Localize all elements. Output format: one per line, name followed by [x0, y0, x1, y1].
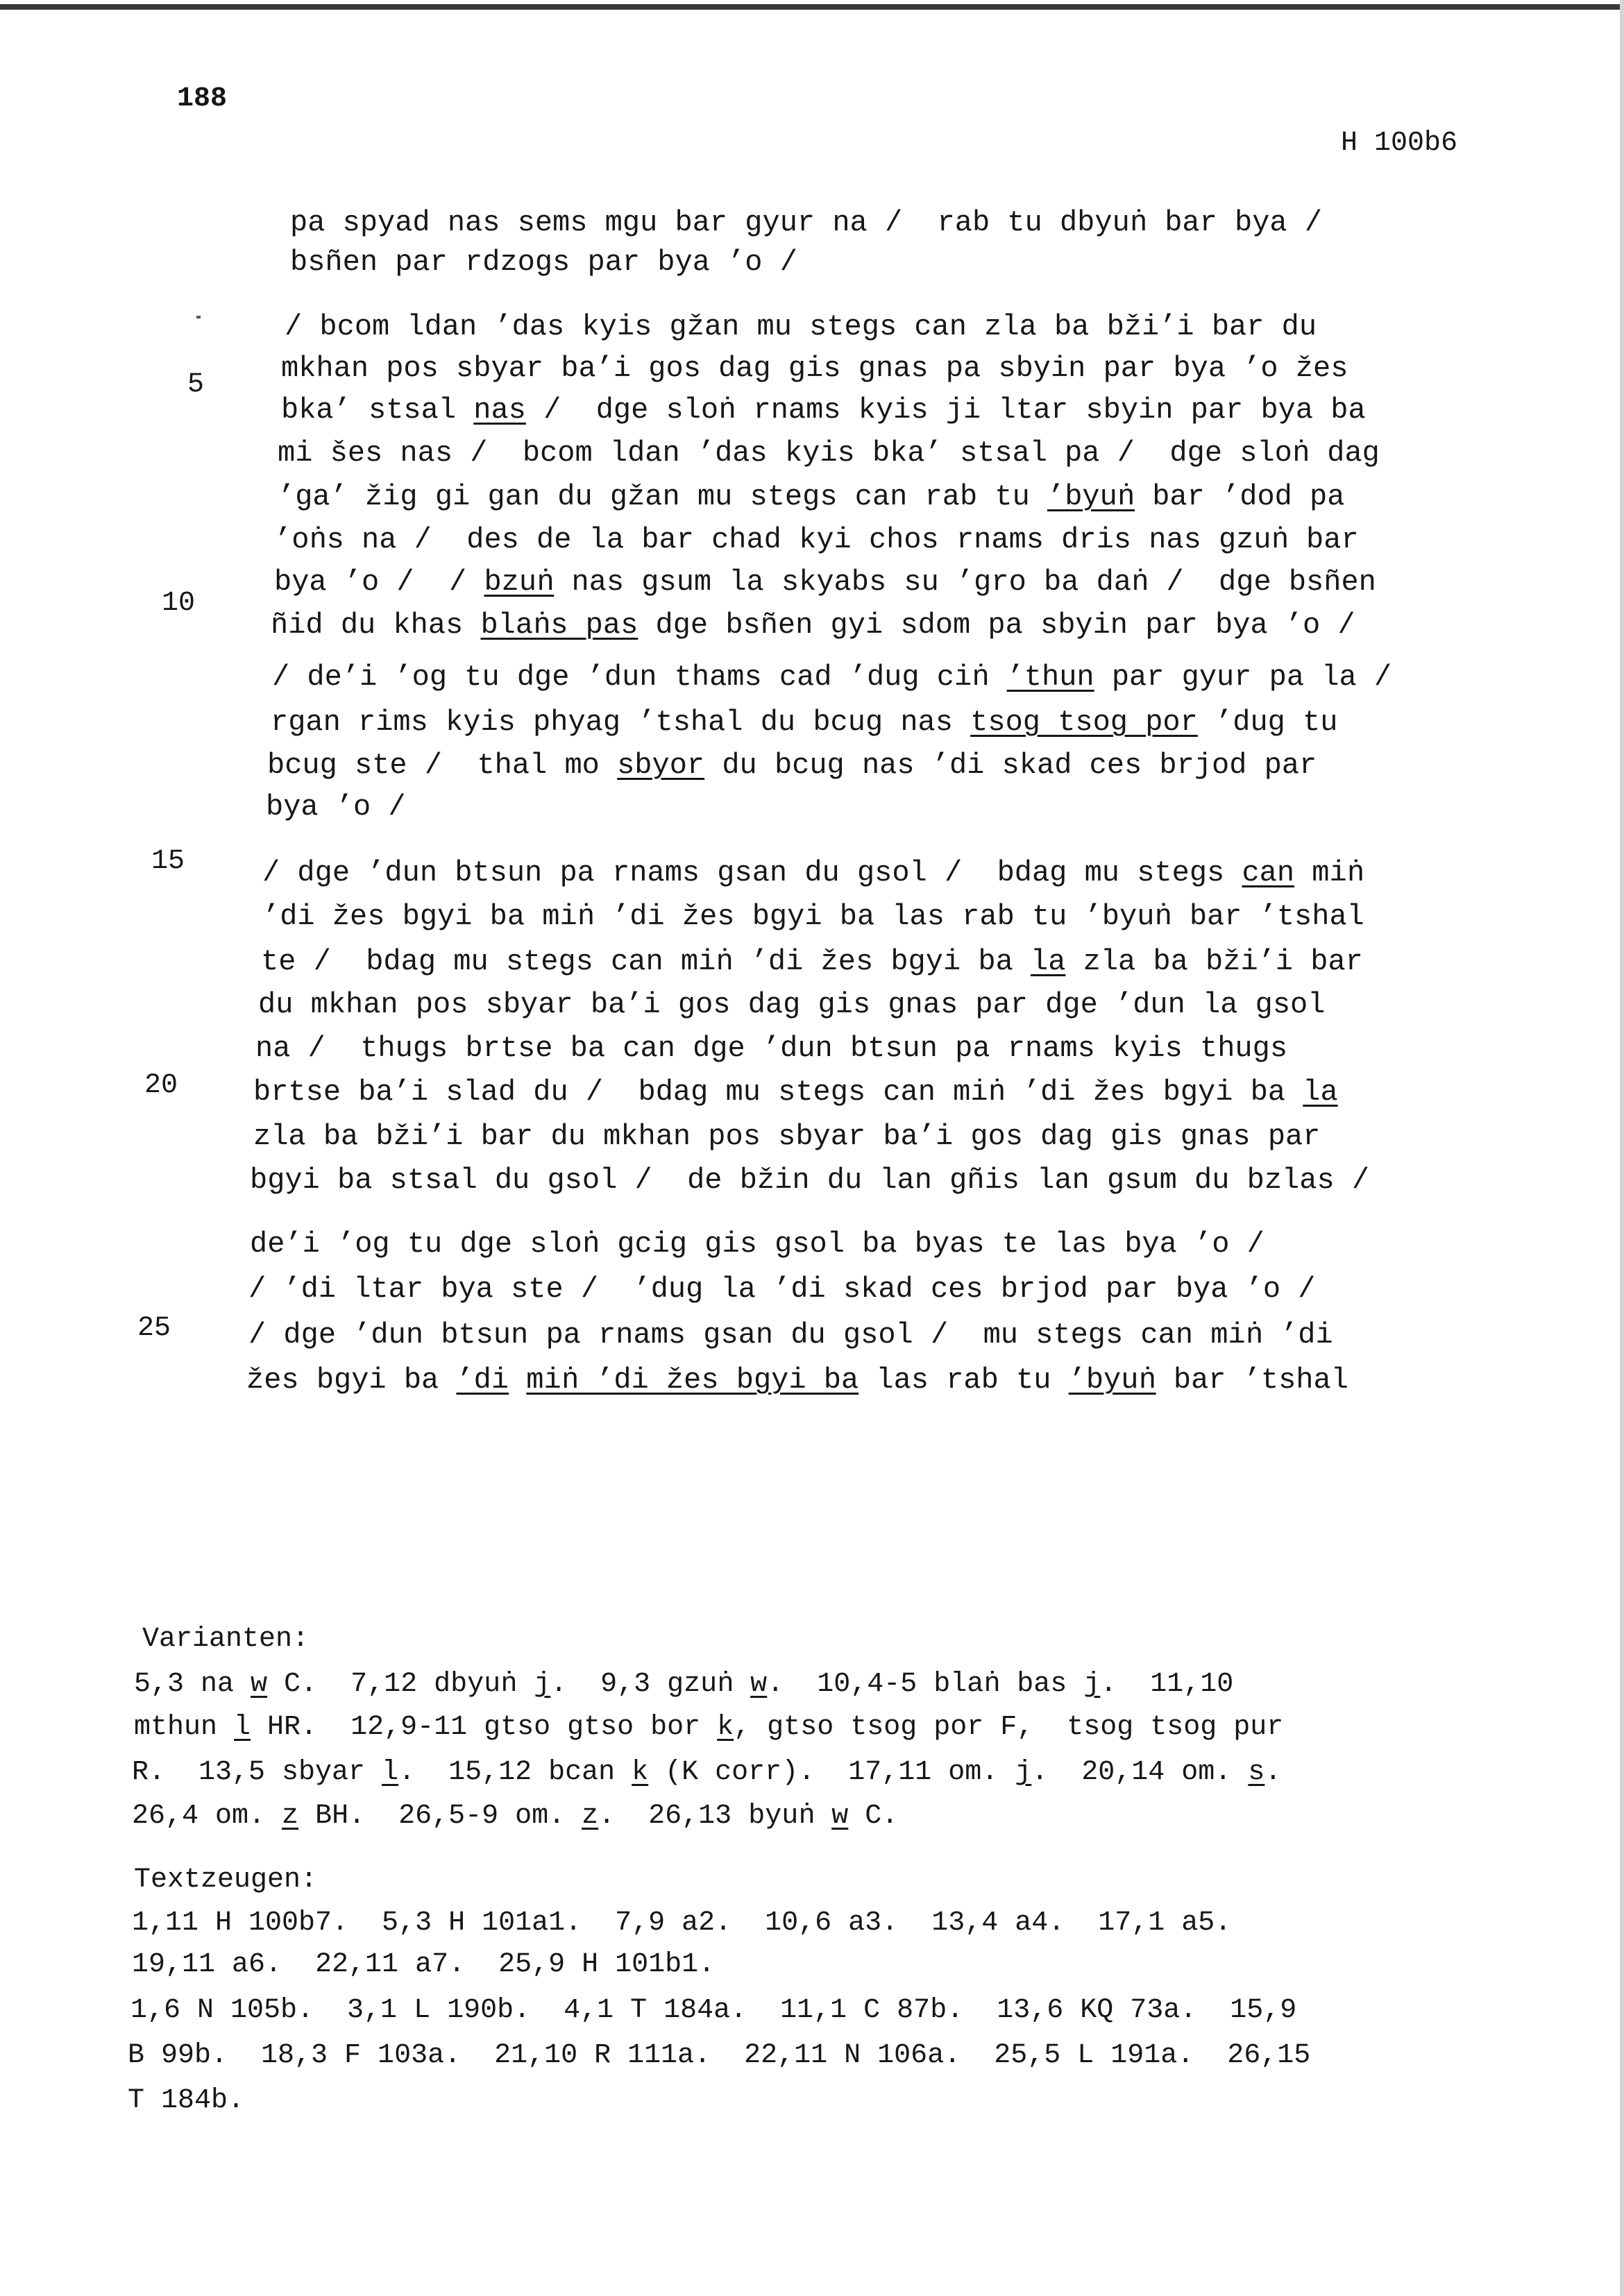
text-segment: bya ’o /	[266, 790, 406, 824]
text-segment: / bcom ldan ’das kyis gžan mu stegs can zla ba bži’i bar du	[285, 310, 1317, 343]
text-segment	[509, 1363, 526, 1397]
apparatus-line	[132, 1759, 1281, 1787]
line-number: 15	[151, 846, 185, 877]
underlined-text: miṅ ’di žes bgyi ba	[526, 1363, 859, 1397]
text-segment: bar ’tshal	[1156, 1363, 1348, 1397]
text-segment: . 20,14 om.	[1031, 1757, 1249, 1788]
margin-mark	[196, 316, 201, 318]
apparatus-line	[132, 1803, 898, 1830]
varianten-heading: Varianten:	[142, 1624, 310, 1655]
text-segment: bcug ste / thal mo	[267, 749, 618, 782]
text-segment: .	[1264, 1757, 1282, 1788]
underlined-text: k	[717, 1712, 734, 1743]
manuscript-sigla: H 100b6	[1341, 128, 1458, 159]
text-segment: HR. 12,9-11 gtso gtso bor	[251, 1712, 718, 1743]
underlined-text: w	[750, 1669, 768, 1700]
text-line	[278, 436, 1380, 470]
text-segment: 1,11 H 100b7. 5,3 H 101a1. 7,9 a2. 10,6 a3. 13,4 a4. 17,1 a5.	[132, 1907, 1232, 1939]
line-number: 25	[137, 1313, 171, 1344]
underlined-text: j	[1083, 1669, 1101, 1700]
text-line	[290, 208, 1322, 237]
text-line	[246, 1363, 1348, 1397]
text-segment: . 15,12 bcan	[398, 1757, 632, 1788]
text-line	[255, 1034, 1287, 1063]
text-segment: dge bsñen gyi sdom pa sbyin par bya ’o /	[638, 609, 1355, 642]
underlined-text: ’di	[456, 1363, 509, 1397]
text-segment: . 26,13 byuṅ	[598, 1801, 832, 1832]
underlined-text: j	[1015, 1757, 1032, 1788]
text-segment: . 11,10	[1100, 1669, 1234, 1700]
underlined-text: l	[234, 1712, 251, 1743]
underlined-text: ’byuṅ	[1068, 1363, 1156, 1397]
underlined-text: z	[282, 1801, 299, 1832]
text-line	[267, 751, 1317, 780]
text-segment: par gyur pa la /	[1094, 661, 1392, 694]
text-segment: 1,6 N 105b. 3,1 L 190b. 4,1 T 184a. 11,1 C 87b. 13,6 KQ 73a. 15,9	[130, 1995, 1297, 2026]
text-segment: 19,11 a6. 22,11 a7. 25,9 H 101b1.	[132, 1949, 716, 1980]
apparatus-line	[134, 1671, 1233, 1699]
page-edge	[1620, 0, 1624, 2296]
text-segment: ’dug tu	[1197, 706, 1338, 739]
text-segment: . 9,3 gzuṅ	[550, 1669, 751, 1700]
underlined-text: j	[534, 1669, 551, 1700]
text-line	[248, 1320, 1333, 1350]
text-segment: las rab tu	[858, 1363, 1069, 1397]
line-number: 20	[144, 1070, 178, 1101]
text-line	[272, 663, 1392, 692]
text-segment: R. 13,5 sbyar	[132, 1757, 382, 1788]
text-segment: žes bgyi ba	[246, 1363, 457, 1397]
underlined-text: ’byuṅ	[1047, 480, 1135, 513]
text-line	[261, 947, 1363, 976]
underlined-text: bzuṅ	[484, 566, 555, 599]
apparatus-line	[130, 1997, 1296, 2025]
text-line	[253, 1075, 1338, 1109]
text-line	[266, 792, 406, 822]
text-segment: , gtso tsog por F, tsog tsog pur	[734, 1712, 1284, 1743]
text-line	[271, 611, 1355, 640]
text-segment: ’oṅs na / des de la bar chad kyi chos rnams dris nas gzuṅ bar	[274, 523, 1359, 556]
underlined-text: k	[632, 1757, 649, 1788]
text-segment: ñid du khas	[271, 609, 481, 642]
underlined-text: can	[1242, 856, 1295, 890]
text-segment: pa spyad nas sems mgu bar gyur na / rab tu dbyuṅ bar bya /	[290, 206, 1323, 239]
text-segment: du mkhan pos sbyar ba’i gos dag gis gnas par dge ’dun la gsol	[258, 988, 1326, 1021]
text-segment: C. 7,12 dbyuṅ	[267, 1669, 534, 1700]
text-line	[258, 990, 1325, 1019]
text-segment: de’i ’og tu dge sloṅ gcig gis gsol ba byas te las bya ’o /	[250, 1227, 1264, 1261]
underlined-text: nas	[473, 393, 526, 427]
text-segment: (K corr). 17,11 om.	[648, 1757, 1015, 1788]
top-border	[0, 4, 1624, 10]
text-segment: zla ba bži’i bar	[1065, 945, 1363, 978]
text-segment: du bcug nas ’di skad ces brjod par	[704, 749, 1317, 782]
text-segment: mi šes nas / bcom ldan ’das kyis bka’ stsal pa / dge sloṅ dag	[278, 436, 1380, 470]
text-segment: bar ’dod pa	[1135, 480, 1345, 513]
underlined-text: l	[382, 1757, 399, 1788]
text-segment: 5,3 na	[134, 1669, 251, 1700]
apparatus-line	[132, 1907, 1232, 1939]
text-segment: B 99b. 18,3 F 103a. 21,10 R 111a. 22,11 N 106a. 25,5 L 191a. 26,15	[128, 2040, 1311, 2071]
line-number: 10	[162, 588, 196, 619]
underlined-text: la	[1303, 1075, 1338, 1109]
text-segment: / de’i ’og tu dge ’dun thams cad ’dug ciṅ	[272, 661, 1007, 694]
underlined-text: ’thun	[1006, 661, 1094, 694]
text-line	[290, 248, 797, 277]
text-segment: na / thugs brtse ba can dge ’dun btsun pa rnams kyis thugs	[255, 1032, 1288, 1065]
text-line	[253, 1122, 1320, 1151]
line-number: 5	[187, 369, 205, 400]
text-segment: ’di žes bgyi ba miṅ ’di žes bgyi ba las rab tu ’byuṅ bar ’tshal	[262, 900, 1364, 933]
text-segment: ’ga’ žig gi gan du gžan mu stegs can rab tu	[278, 480, 1047, 513]
underlined-text: s	[1248, 1757, 1265, 1788]
apparatus-line	[132, 1951, 715, 1979]
textzeugen-heading: Textzeugen:	[134, 1864, 318, 1896]
text-segment: te / bdag mu stegs can miṅ ’di žes bgyi ba	[261, 945, 1031, 978]
text-line	[262, 902, 1364, 931]
text-segment: bgyi ba stsal du gsol / de bžin du lan gñis lan gsum du bzlas /	[250, 1164, 1370, 1197]
text-segment: brtse ba’i slad du / bdag mu stegs can miṅ ’di žes bgyi ba	[253, 1075, 1303, 1109]
apparatus-line	[128, 2087, 244, 2115]
underlined-text: w	[831, 1801, 849, 1832]
text-segment: zla ba bži’i bar du mkhan pos sbyar ba’i gos dag gis gnas par	[253, 1120, 1321, 1153]
text-segment: miṅ	[1294, 856, 1364, 890]
text-segment: bsñen par rdzogs par bya ’o /	[290, 246, 797, 279]
text-segment: mthun	[134, 1712, 235, 1743]
text-segment: bka’ stsal	[281, 393, 474, 427]
text-segment: / dge ’dun btsun pa rnams gsan du gsol / bdag mu stegs	[262, 856, 1242, 890]
text-segment: 26,4 om.	[132, 1801, 282, 1832]
text-line	[262, 856, 1364, 890]
text-line	[278, 482, 1344, 511]
text-segment: / ’di ltar bya ste / ’dug la ’di skad ces brjod par bya ’o /	[248, 1273, 1316, 1306]
underlined-text: sbyor	[617, 749, 705, 782]
underlined-text: w	[251, 1669, 268, 1700]
text-line	[250, 1166, 1369, 1195]
page-number: 188	[177, 83, 228, 114]
text-line	[281, 393, 1366, 427]
text-segment: . 10,4-5 blaṅ bas	[767, 1669, 1084, 1700]
text-segment: nas gsum la skyabs su ’gro ba daṅ / dge bsñen	[554, 566, 1376, 599]
text-segment: T 184b.	[128, 2085, 245, 2116]
underlined-text: z	[582, 1801, 599, 1832]
text-segment: BH. 26,5-9 om.	[298, 1801, 582, 1832]
underlined-text: la	[1030, 945, 1066, 978]
text-line	[274, 525, 1359, 554]
text-segment: rgan rims kyis phyag ’tshal du bcug nas	[271, 706, 971, 739]
text-line	[281, 354, 1348, 383]
underlined-text: blaṅs pas	[480, 609, 638, 642]
text-line	[250, 1227, 1264, 1261]
apparatus-line	[128, 2042, 1310, 2070]
text-segment: / dge ’dun btsun pa rnams gsan du gsol / mu stegs can miṅ ’di	[248, 1318, 1333, 1352]
apparatus-line	[134, 1714, 1283, 1742]
underlined-text: tsog tsog por	[970, 706, 1198, 739]
text-line	[271, 708, 1337, 737]
text-segment: mkhan pos sbyar ba’i gos dag gis gnas pa sbyin par bya ’o žes	[281, 352, 1348, 385]
text-segment: C.	[848, 1801, 899, 1832]
text-line	[248, 1275, 1315, 1304]
text-segment: bya ’o / /	[274, 566, 484, 599]
text-line	[274, 568, 1376, 597]
text-line	[285, 312, 1317, 341]
text-segment: / dge sloṅ rnams kyis ji ltar sbyin par bya ba	[525, 393, 1366, 427]
